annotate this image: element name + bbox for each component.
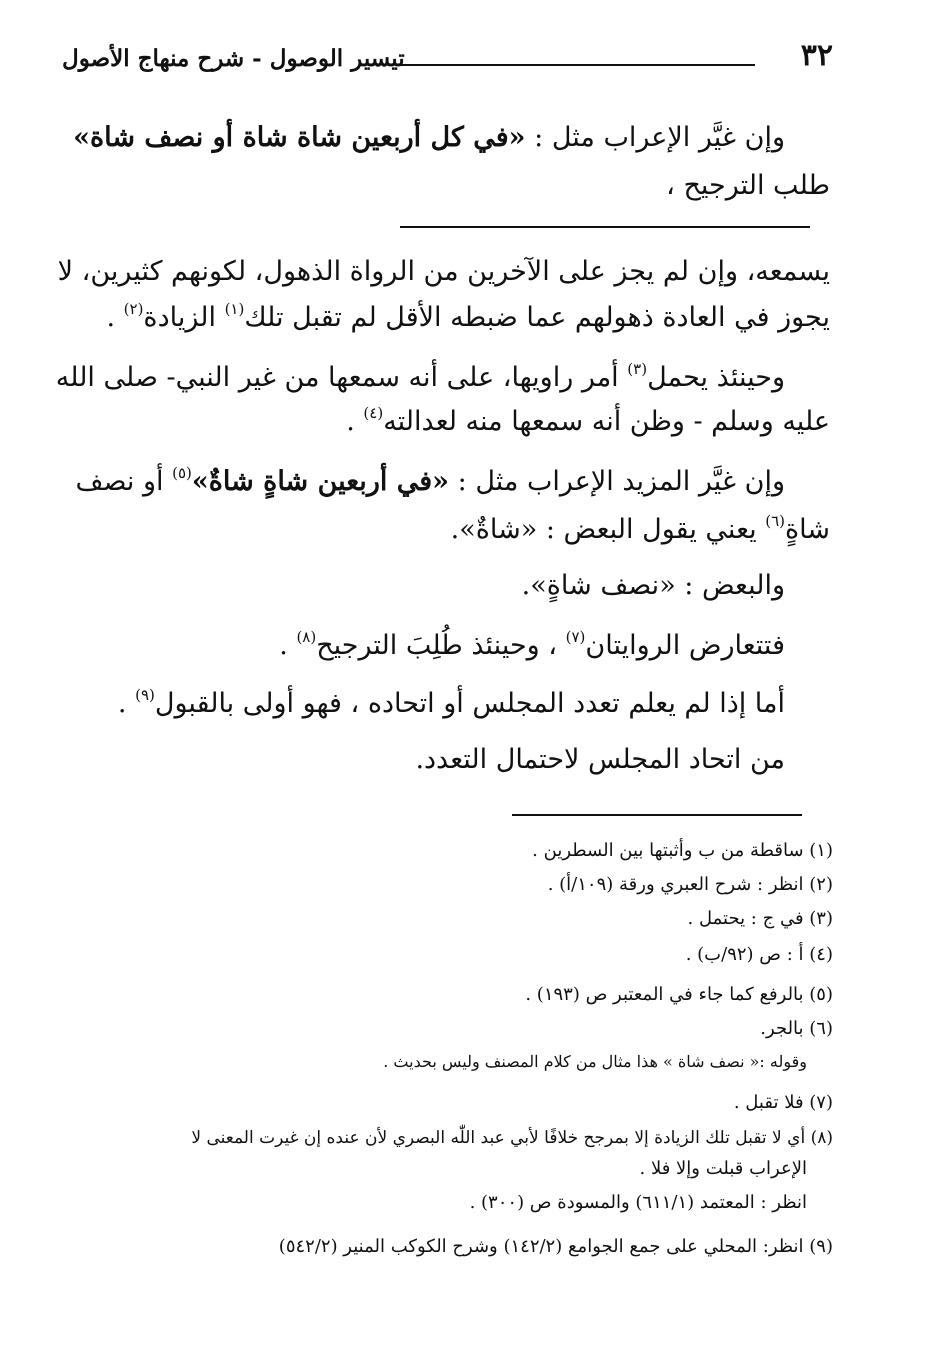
footnote-ref: (٢)	[123, 300, 144, 318]
body-text: يعني يقول البعض : «شاةٌ».	[450, 514, 757, 545]
body-text: عليه وسلم - وظن أنه سمعها منه لعدالته	[383, 406, 830, 437]
body-text: وحينئذ يحمل	[647, 362, 785, 393]
footnote-7: (٧) فلا تقبل .	[733, 1092, 833, 1113]
footnote-3: (٣) في ج : يحتمل .	[687, 908, 833, 929]
footnote-5: (٥) بالرفع كما جاء في المعتبر ص (١٩٣) .	[525, 984, 833, 1005]
body-p2-line1	[56, 360, 785, 394]
footnote-ref: (٣)	[627, 360, 648, 378]
body-text: .	[279, 630, 288, 661]
footnote-9: (٩) انظر: المحلي على جمع الجوامع (١٤٢/٢) وشرح الكوكب المنير (٥٤٢/٢)	[278, 1236, 833, 1257]
body-text: أما إذا لم يعلم تعدد المجلس أو اتحاده ، فهو أولى بالقبول	[154, 688, 785, 719]
footnote-ref: (٤)	[363, 404, 384, 422]
body-p6	[118, 686, 785, 720]
header-rule	[395, 64, 755, 66]
body-p4: والبعض : «نصف شاةٍ».	[521, 570, 785, 601]
footnote-ref: (٩)	[135, 686, 155, 704]
body-p3-line2	[451, 512, 830, 546]
footnote-8-line1: (٨) أي لا تقبل تلك الزيادة إلا بمرجح خلافًا لأبي عبد اللّٰه البصري لأن عنده إن غيرت المعنى لا	[191, 1128, 833, 1148]
body-text: أو نصف	[75, 466, 164, 497]
page-number: ٣٢	[800, 38, 833, 73]
body-text: .	[346, 406, 355, 437]
footnote-8-line2: الإعراب قبلت وإلا فلا .	[639, 1158, 807, 1179]
body-quote: «في أربعين شاةٍ شاةٌ»	[191, 466, 450, 497]
body-text: الزيادة	[143, 302, 216, 333]
body-text: ، وحينئذ طُلِبَ الترجيح	[316, 630, 558, 661]
body-p5	[279, 628, 785, 662]
body-p1-line2	[106, 300, 830, 334]
footnote-8-note: انظر : المعتمد (٦١١/١) والمسودة ص (٣٠٠) .	[469, 1192, 807, 1213]
body-text: وإن غيَّر المزيد الإعراب مثل :	[457, 466, 785, 497]
footnote-4: (٤) أ : ص (٩٢/ب) .	[685, 944, 833, 965]
upper-line-1-quote: «في كل أربعين شاة شاة أو نصف شاة»	[73, 122, 526, 153]
footnote-ref: (١)	[224, 300, 245, 318]
body-text: أمر راويها، على أنه سمعها من غير النبي- صلى الله	[55, 362, 619, 393]
body-p3-line1	[76, 464, 785, 498]
body-text: .	[106, 302, 116, 333]
body-text: يجوز في العادة ذهولهم عما ضبطه الأقل لم تقبل تلك	[244, 302, 830, 333]
footnote-1: (١) ساقطة من ب وأثبتها بين السطرين .	[532, 840, 833, 861]
footnote-ref: (٧)	[565, 628, 586, 646]
body-text: فتتعارض الروايتان	[585, 630, 785, 661]
running-title: تيسير الوصول - شرح منهاج الأصول	[62, 45, 405, 72]
section-divider	[400, 226, 810, 228]
footnote-6: (٦) بالجر.	[760, 1018, 833, 1039]
footnote-ref: (٥)	[172, 464, 192, 482]
footnote-2: (٢) انظر : شرح العبري ورقة (١٠٩/أ) .	[547, 874, 833, 895]
upper-line-1-text: وإن غيَّر الإعراب مثل :	[534, 122, 785, 153]
upper-line-2: طلب الترجيح ،	[666, 170, 830, 201]
body-p1-line1: يسمعه، وإن لم يجز على الآخرين من الرواة الذهول، لكونهم كثيرين، لا	[57, 256, 830, 287]
body-text: شاةٍ	[785, 514, 830, 545]
footnote-divider	[512, 814, 802, 816]
body-p2-line2	[346, 404, 830, 438]
body-text: .	[117, 688, 127, 719]
upper-line-1	[73, 122, 785, 154]
footnote-ref: (٦)	[765, 512, 785, 530]
footnote-6-note: وقوله :« نصف شاة » هذا مثال من كلام المصنف وليس بحديث .	[383, 1052, 807, 1071]
footnote-ref: (٨)	[296, 628, 317, 646]
body-p7: من اتحاد المجلس لاحتمال التعدد.	[415, 744, 785, 775]
